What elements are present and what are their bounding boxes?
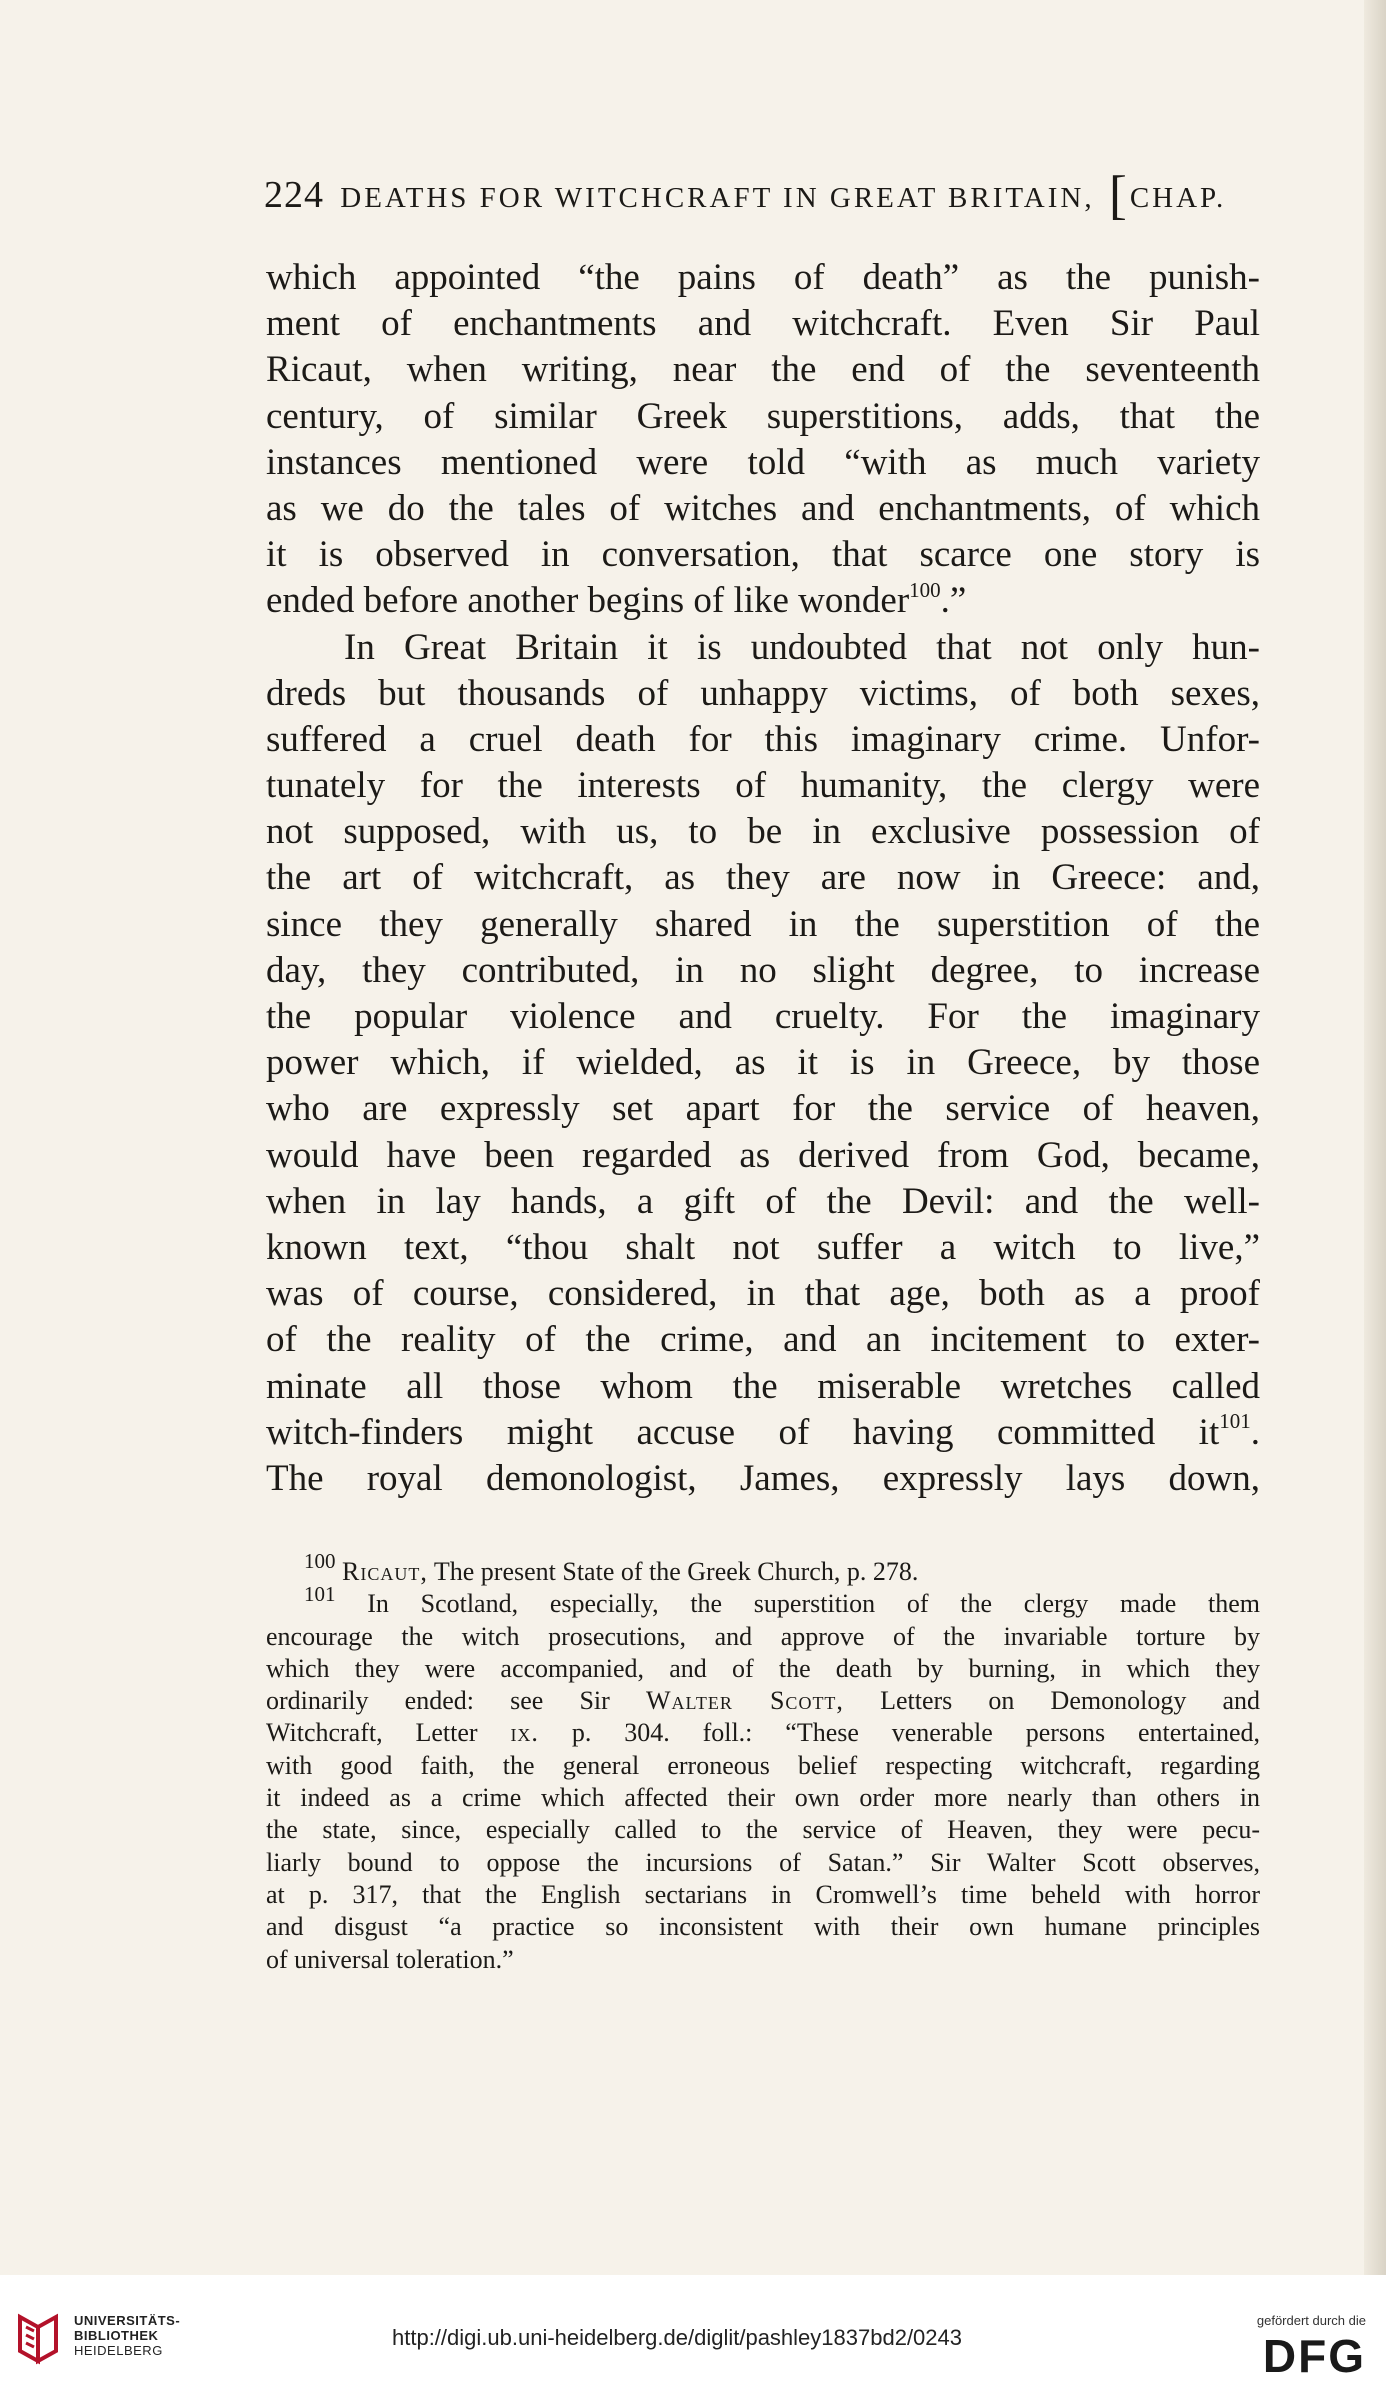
text-line: The royal demonologist, James, expressly lays down, (266, 1457, 1260, 1499)
library-name-line: HEIDELBERG (74, 2343, 163, 2358)
footnote-101-line: encourage the witch prosecutions, and approve of the invariable torture by (266, 1621, 1260, 1651)
library-name-line: BIBLIOTHEK (74, 2328, 159, 2343)
footnote-101-line: at p. 317, that the English sectarians in Cromwell’s time beheld with horror (266, 1879, 1260, 1909)
running-head (264, 158, 1262, 225)
ref-101-tail: . (1250, 1411, 1260, 1453)
text-line: tunately for the interests of humanity, the clergy were (266, 765, 1260, 807)
library-name (74, 2313, 180, 2358)
text-line: ended before another begins of like wonder (266, 580, 910, 622)
text-line: known text, “thou shalt not suffer a witch to live,” (266, 1226, 1260, 1268)
text-line: which appointed “the pains of death” as the punish- (266, 257, 1260, 298)
text-line: who are expressly set apart for the service of heaven, (266, 1088, 1260, 1130)
footnote-number: 100 (304, 1549, 336, 1574)
text-line: the art of witchcraft, as they are now in Greece: and, (266, 857, 1260, 899)
footnote-ref-101[interactable]: 101 (1219, 1409, 1251, 1434)
footnote-101-line: the state, since, especially called to the service of Heaven, they were pecu- (266, 1815, 1260, 1845)
footnote-text: p. 304. foll.: “These venerable persons entertained, (538, 1718, 1260, 1748)
footnote-text: The present State of the Greek Church, p. 278. (427, 1557, 919, 1586)
running-head-bracket: [ (1108, 165, 1130, 225)
footnote-101-line (266, 1685, 1260, 1717)
page-edge-shadow (1364, 0, 1386, 2275)
text-line: Ricaut, when writing, near the end of the seventeenth (266, 349, 1260, 391)
footnote-101-line: it indeed as a crime which affected their own order more nearly than others in (266, 1783, 1260, 1813)
text-line: was of course, considered, in that age, both as a proof (266, 1273, 1260, 1315)
text-line-with-ref (266, 1410, 1260, 1456)
text-line: the popular violence and cruelty. For the imaginary (266, 996, 1260, 1037)
running-title: DEATHS FOR WITCHCRAFT IN GREAT BRITAIN, (340, 182, 1095, 214)
text-line: suffered a cruel death for this imaginary crime. Unfor- (266, 718, 1260, 760)
text-line: as we do the tales of witches and enchantments, of which (266, 487, 1260, 529)
roman-numeral: ix. (510, 1718, 539, 1748)
footnote-101-line: and disgust “a practice so inconsistent with their own humane principles (266, 1912, 1260, 1942)
text-line: when in lay hands, a gift of the Devil: and the well- (266, 1180, 1260, 1222)
footnote-author: Walter Scott, (645, 1686, 844, 1716)
funding-caption: gefördert durch die (1256, 2313, 1366, 2328)
text-line: would have been regarded as derived from God, became, (266, 1134, 1260, 1176)
text-line: day, they contributed, in no slight degree, to increase (266, 949, 1260, 991)
text-line: it is observed in conversation, that scarce one story is (266, 534, 1260, 576)
paragraph-start-line: In Great Britain it is undoubted that not only hun- (344, 626, 1260, 668)
footnote-text: Letters on Demonology and (843, 1686, 1260, 1716)
text-line: dreds but thousands of unhappy victims, of both sexes, (266, 672, 1260, 714)
university-library-logo-icon[interactable] (14, 2313, 62, 2365)
running-head-chapter: CHAP. (1129, 182, 1227, 214)
footnote-101-line: of universal toleration.” (266, 1944, 514, 1974)
footnote-101-line: which they were accompanied, and of the death by burning, in which they (266, 1653, 1260, 1683)
text-line: of the reality of the crime, and an incitement to exter- (266, 1319, 1260, 1361)
footnote-101-line (266, 1581, 1260, 1620)
footnote-101-line: with good faith, the general erroneous belief respecting witchcraft, regarding (266, 1750, 1260, 1780)
text-line: witch-finders might accuse of having committed it (266, 1411, 1220, 1453)
text-line: ment of enchantments and witchcraft. Even Sir Paul (266, 303, 1260, 345)
footer-bar (0, 2275, 1386, 2398)
dfg-logo[interactable]: DFG (1262, 2330, 1366, 2382)
footnotes (266, 1549, 1260, 1976)
text-line: instances mentioned were told “with as much variety (266, 441, 1260, 483)
footnote-ref-100[interactable]: 100 (909, 577, 941, 602)
text-line: since they generally shared in the superstition of the (266, 903, 1260, 945)
text-line-with-ref (266, 578, 1260, 624)
footnote-101-line (266, 1717, 1260, 1749)
footnote-text: In Scotland, especially, the superstition of the clergy made them (335, 1589, 1260, 1619)
text-line: century, of similar Greek superstitions, adds, that the (266, 395, 1260, 437)
page-number: 224 (264, 174, 324, 216)
text-line: power which, if wielded, as it is in Greece, by those (266, 1042, 1260, 1084)
footnote-author: Ricaut, (342, 1557, 428, 1586)
footnote-number: 101 (304, 1581, 336, 1606)
footnote-text: ordinarily ended: see Sir (266, 1686, 646, 1716)
text-line: not supposed, with us, to be in exclusive possession of (266, 811, 1260, 853)
library-name-line: UNIVERSITÄTS- (74, 2313, 181, 2328)
footnote-100 (266, 1549, 1260, 1588)
footnote-text: Witchcraft, Letter (266, 1718, 511, 1748)
ref-100-tail: .” (940, 580, 967, 622)
text-line: minate all those whom the miserable wretches called (266, 1365, 1260, 1407)
permalink-url[interactable]: http://digi.ub.uni-heidelberg.de/diglit/pashley1837bd2/0243 (392, 2325, 962, 2350)
footnote-101-line: liarly bound to oppose the incursions of Satan.” Sir Walter Scott observes, (266, 1847, 1260, 1877)
main-text (266, 255, 1260, 1502)
